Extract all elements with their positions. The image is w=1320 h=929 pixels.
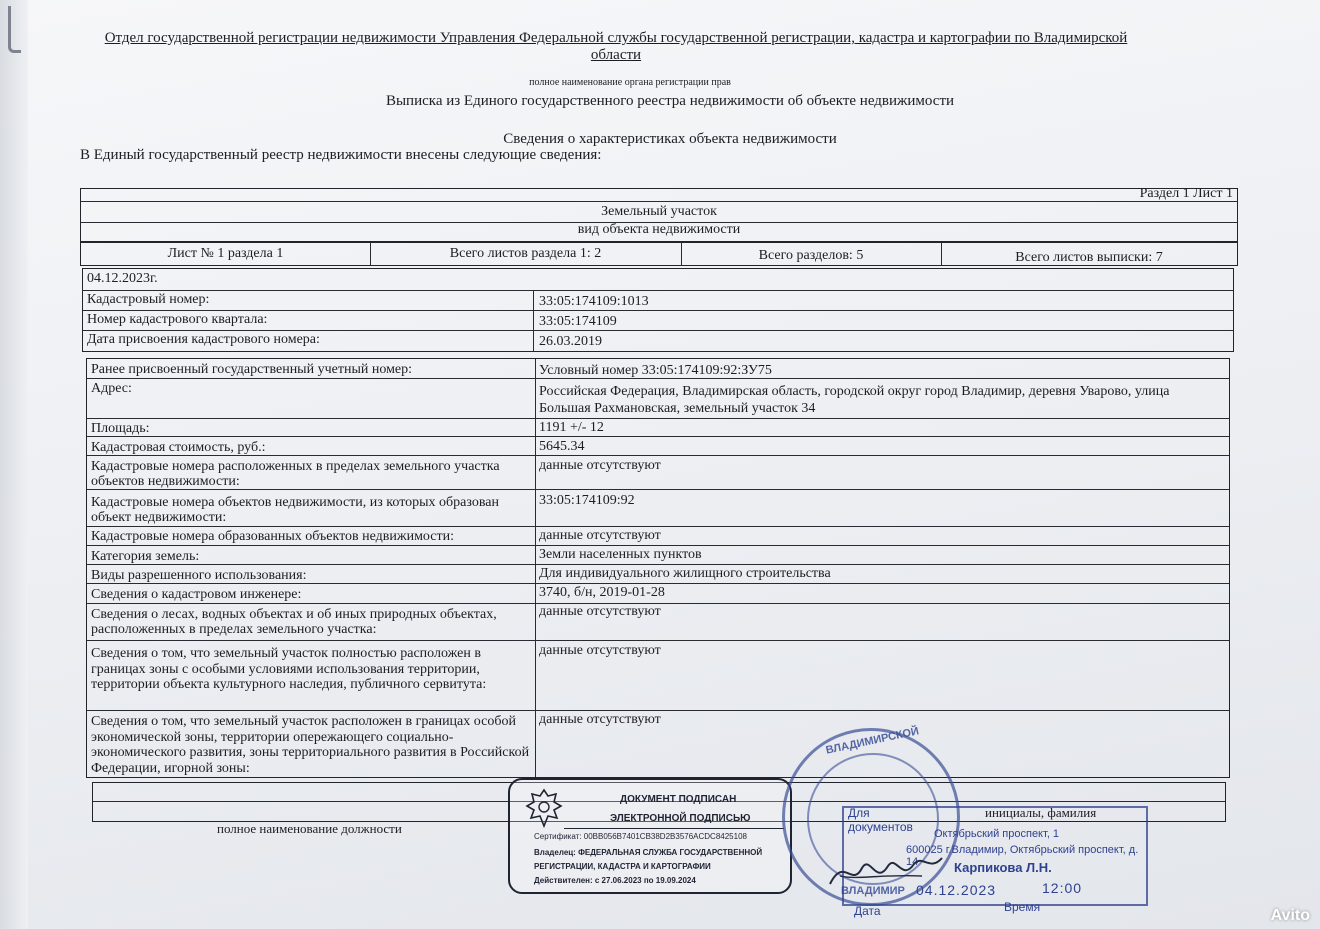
stamp-address-2: 600025 г.Владимир, Октябрьский проспект, д. 14: [906, 844, 1139, 868]
prior-number: Условный номер 33:05:174109:92:ЗУ75: [539, 363, 772, 378]
table-row: [87, 546, 1229, 565]
stamp-owner-2: РЕГИСТРАЦИИ, КАДАСТРА И КАРТОГРАФИИ: [534, 862, 711, 871]
field-value: данные отсутствуют: [539, 528, 661, 543]
document-subtitle: Сведения о характеристиках объекта недвижимости: [503, 131, 837, 147]
table-row: [87, 379, 1229, 419]
stamp-line-1: ДОКУМЕНТ ПОДПИСАН: [620, 794, 737, 805]
field-value: данные отсутствуют: [539, 458, 661, 473]
stamp-docs-label: Для документов: [848, 806, 913, 834]
field-label: Виды разрешенного использования:: [91, 568, 307, 583]
total-sections: Всего разделов: 5: [758, 248, 864, 263]
document-title: Выписка из Единого государственного реестра недвижимости об объекте недвижимости: [385, 93, 955, 109]
field-label: Дата присвоения кадастрового номера:: [87, 332, 320, 347]
total-sheets: Всего листов выписки: 7: [1015, 250, 1163, 265]
emblem-icon: [524, 788, 564, 830]
field-label: Сведения о том, что земельный участок расположен в границах особой экономической зоны, территории опережающего социально-экономического развития, зоны территориального развития в Российской Федерации, игорной зоны:: [91, 714, 530, 776]
seal-ring-text: ВЛАДИМИРСКОЙ: [824, 725, 920, 757]
office-line-1: Отдел государственной регистрации недвижимости Управления Федеральной службы государственной регистрации, кадастра и картографии по Владимирской: [104, 30, 1128, 46]
field-label: Сведения о кадастровом инженере:: [91, 587, 302, 602]
field-label: Площадь:: [91, 421, 150, 436]
extract-date: 04.12.2023г.: [87, 271, 158, 286]
section-header-box: [80, 188, 1238, 242]
field-label: Кадастровые номера расположенных в пределах земельного участка объектов недвижимости:: [91, 459, 500, 489]
field-label: Сведения о лесах, водных объектах и об иных природных объектах, расположенных в пределах земельного участка:: [91, 607, 497, 637]
table-row: [87, 490, 1229, 527]
field-value: данные отсутствуют: [539, 712, 661, 727]
stamp-time: 12:00: [1042, 880, 1083, 896]
intro-text: В Единый государственный реестр недвижимости внесены следующие сведения:: [80, 147, 602, 163]
field-label: Категория земель:: [91, 549, 200, 564]
stamp-signer: Карпикова Л.Н.: [954, 860, 1052, 875]
seal-bottom-text: ВЛАДИМИР: [841, 885, 905, 897]
stamp-certificate: Сертификат: 00BB056B7401CB38D2B3576ACDC8425108: [534, 832, 747, 841]
handwritten-signature: [826, 846, 946, 896]
stamp-address-1: Октябрьский проспект, 1: [934, 828, 1060, 840]
table-row: [87, 565, 1229, 584]
area: 1191 +/- 12: [539, 420, 604, 435]
cadastral-id-table: [82, 268, 1234, 352]
field-label: Номер кадастрового квартала:: [87, 312, 268, 327]
cadastral-value: 5645.34: [539, 439, 585, 454]
staple-icon: [8, 6, 21, 53]
sheets-in-section: Всего листов раздела 1: 2: [449, 246, 602, 261]
source-object-number: 33:05:174109:92: [539, 493, 635, 508]
table-row: [87, 604, 1229, 641]
stamp-validity: Действителен: с 27.06.2023 по 19.09.2024: [534, 876, 696, 885]
cadastral-engineer: 3740, б/н, 2019-01-28: [539, 585, 665, 600]
electronic-signature-stamp: [508, 778, 792, 894]
field-value: данные отсутствуют: [539, 604, 661, 619]
table-row: [87, 527, 1229, 546]
table-row: [87, 437, 1229, 456]
field-value: данные отсутствуют: [539, 643, 661, 658]
registration-office-name: [76, 30, 1156, 64]
property-details-table: [86, 358, 1230, 778]
stamp-date-label: Дата: [854, 904, 881, 918]
sheet-number: Лист № 1 раздела 1: [167, 246, 284, 261]
position-caption: полное наименование должности: [217, 821, 402, 836]
stamp-time-label: Время: [1004, 900, 1041, 914]
table-row: [87, 359, 1229, 379]
object-type: Земельный участок: [601, 204, 717, 219]
stamp-date: 04.12.2023: [916, 882, 997, 898]
field-label: Ранее присвоенный государственный учетный номер:: [91, 362, 413, 377]
cadastral-quarter: 33:05:174109: [539, 314, 617, 329]
table-row: [87, 641, 1229, 711]
office-note: полное наименование органа регистрации прав: [529, 77, 731, 88]
assignment-date: 26.03.2019: [539, 334, 602, 349]
field-label: Адрес:: [91, 381, 132, 396]
watermark-logo: Avito: [1270, 907, 1310, 924]
table-row: [87, 584, 1229, 604]
name-caption: инициалы, фамилия: [985, 805, 1097, 820]
permitted-use: Для индивидуального жилищного строительства: [539, 566, 831, 581]
section-label: Раздел 1 Лист 1: [1139, 186, 1233, 201]
land-category: Земли населенных пунктов: [539, 547, 702, 562]
field-label: Кадастровая стоимость, руб.:: [91, 440, 266, 455]
field-label: Кадастровые номера образованных объектов недвижимости:: [91, 529, 454, 544]
field-label: Кадастровые номера объектов недвижимости, из которых образован объект недвижимости:: [91, 495, 499, 525]
stamp-line-2: ЭЛЕКТРОННОЙ ПОДПИСЬЮ: [610, 813, 751, 824]
field-label: Сведения о том, что земельный участок полностью расположен в границах зоны с особыми условиями использования территории, территории объекта культурного наследия, публичного сервитута:: [91, 646, 487, 692]
cadastral-number: 33:05:174109:1013: [539, 294, 649, 309]
field-label: Кадастровый номер:: [87, 292, 210, 307]
divider: [533, 290, 534, 351]
sheet-info-row: [80, 242, 1238, 266]
object-type-caption: вид объекта недвижимости: [577, 222, 741, 237]
table-row: [87, 456, 1229, 490]
table-row: [87, 711, 1229, 779]
address: Российская Федерация, Владимирская область, городской округ город Владимир, деревня Уварово, улица Большая Рахмановская, земельный участок 34: [539, 384, 1170, 416]
table-row: [87, 419, 1229, 437]
stamp-owner: Владелец: ФЕДЕРАЛЬНАЯ СЛУЖБА ГОСУДАРСТВЕННОЙ: [534, 848, 763, 857]
office-line-2: области: [590, 47, 642, 63]
object-type-row: [81, 201, 1237, 223]
binder-edge: [0, 0, 28, 929]
